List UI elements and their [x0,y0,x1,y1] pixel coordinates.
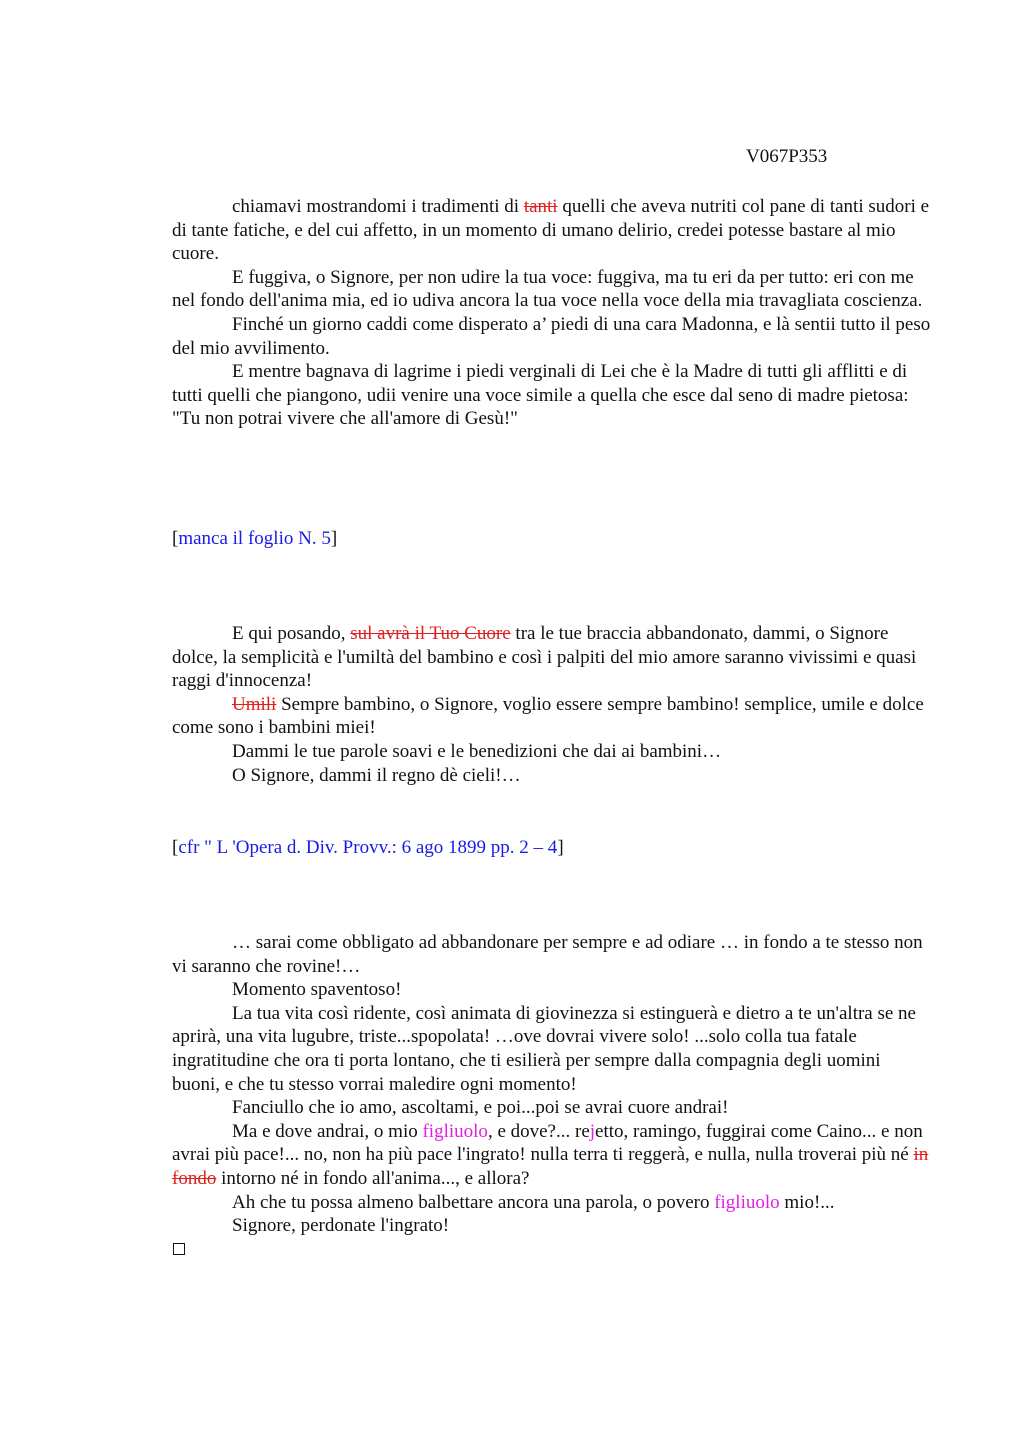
paragraph-2: E fuggiva, o Signore, per non udire la tua voce: fuggiva, ma tu eri da per tutto: eri con me nel fondo dell'anima mia, ed io udiva ancora la tua voce nella voce della mia travagliata coscienza. [172,266,923,312]
note-text: manca il foglio N. 5 [178,528,331,549]
paragraph-14 [172,1191,932,1215]
paragraph-15: Signore, perdonate l'ingrato! [232,1215,450,1237]
bracket: [ [172,837,179,858]
text-run: mio!... [779,1191,835,1213]
paragraph-5 [172,622,932,693]
text-run: quelli che aveva nutriti col pane di tanti sudori e di tante fatiche, e del cui affetto, in un momento di umano delirio, credei potesse bastare al mio cuore. [172,196,930,265]
paragraph-9: … sarai come obbligato ad abbandonare per sempre e ad odiare … in fondo a te stesso non vi saranno che rovine!… [172,932,923,977]
text-run: tra le tue braccia abbandonato, dammi, o Signore dolce, la semplicità e l'umiltà del bambino e così i palpiti del mio amore saranno vivissimi e quasi raggi d'innocenza! [172,623,917,692]
text-run: Ah che tu possa almeno balbettare ancora una parola, o povero [232,1191,715,1213]
paragraph-10: Momento spaventoso! [232,979,402,1001]
text-block-2 [172,622,932,787]
paragraph-8: O Signore, dammi il regno dè cieli!… [232,764,521,786]
paragraph-4: E mentre bagnava di lagrime i piedi verginali di Lei che è la Madre di tutti gli afflitti e di tutti quelli che piangono, udii venire una voce simile a quella che esce dal seno di madre pietosa: "Tu non potrai vivere che all'amore di Gesù!" [172,361,909,430]
editor-note-missing-sheet [172,527,337,551]
highlighted-word: figliuolo [714,1191,780,1213]
deleted-word: Umili [232,693,277,715]
paragraph-12: Fanciullo che io amo, ascoltami, e poi...poi se avrai cuore andrai! [232,1097,729,1119]
paragraph-13 [172,1120,932,1191]
paragraph-6 [172,693,932,740]
text-run: Ma e dove andrai, o mio [232,1120,423,1142]
text-run: etto, ramingo, fuggirai come Caino... e non avrai più pace!... no, non ha più pace l'ingrato! nulla terra ti reggerà, e nulla, nulla troverai più né [172,1120,923,1166]
highlighted-letter: j [589,1120,596,1142]
paragraph-11: La tua vita così ridente, così animata di giovinezza si estinguerà e dietro a te un'altra se ne aprirà, una vita lugubre, triste...spopolata! …ove dovrai vivere solo! ...solo colla tua fatale ingratitudine che ora ti porta lontano, che ti esilierà per sempre dalla compagnia degli uomini buoni, e che tu stesso vorrai maledire ogni momento! [172,1002,916,1095]
bracket: ] [330,528,338,549]
bracket: ] [557,837,564,858]
page-code: V067P353 [746,146,828,167]
deleted-word: tanti [523,196,558,217]
paragraph-3: Finché un giorno caddi come disperato a’ piedi di una cara Madonna, e là sentii tutto il peso del mio avvilimento. [172,313,931,359]
bracket: [ [172,528,179,549]
text-run: E qui posando, [232,623,351,644]
paragraph-7: Dammi le tue parole soavi e le benedizioni che dai ai bambini… [232,740,722,762]
text-block-3 [172,931,932,1238]
end-box-icon [173,1243,185,1255]
text-run: , e dove?... re [487,1120,590,1142]
deleted-phrase: in fondo [172,1144,929,1189]
text-run: chiamavi mostrandomi i tradimenti di [232,196,524,217]
deleted-phrase: sul avrà il Tuo Cuore [350,623,511,644]
editor-note-reference [172,836,564,860]
highlighted-word: figliuolo [422,1120,488,1142]
note-text: cfr " L 'Opera d. Div. Provv.: 6 ago 1899 pp. 2 – 4 [178,837,558,858]
text-run: Sempre bambino, o Signore, voglio essere sempre bambino! semplice, umile e dolce come sono i bambini miei! [172,693,924,739]
text-run: intorno né in fondo all'anima..., e allora? [216,1167,530,1189]
text-block-1 [172,195,932,431]
paragraph-1 [172,195,932,266]
